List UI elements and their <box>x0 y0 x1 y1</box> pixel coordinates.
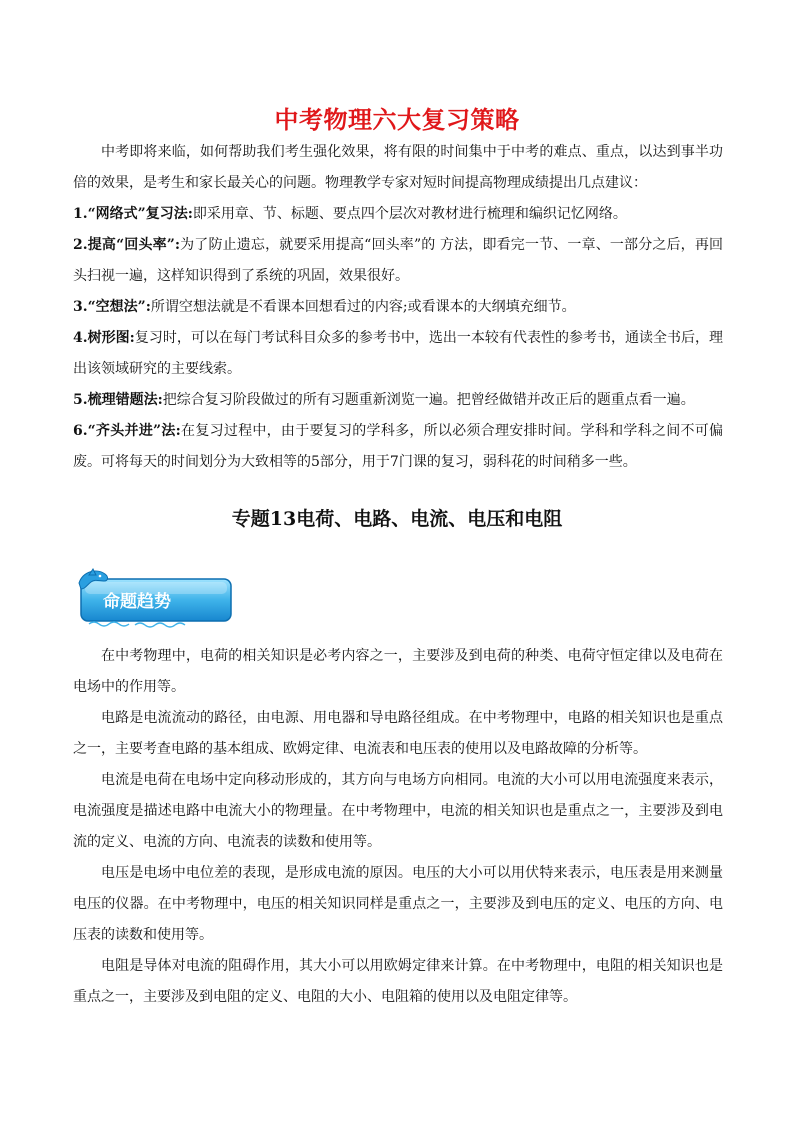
strategy-item <box>73 199 723 230</box>
strategy-label: 2.提高“回头率”: <box>73 237 180 253</box>
strategy-label: 5.梳理错题法: <box>73 392 163 408</box>
strategy-label: 1.“网络式”复习法: <box>73 206 193 222</box>
intro-paragraph: 中考即将来临，如何帮助我们考生强化效果，将有限的时间集中于中考的难点、重点，以达到事半功倍的效果，是考生和家长最关心的问题。物理教学专家对短时间提高物理成绩提出几点建议： <box>73 144 723 191</box>
strategy-label: 3.“空想法”: <box>73 299 151 315</box>
intro-section <box>73 137 723 199</box>
strategy-item <box>73 323 723 385</box>
strategy-list <box>73 199 723 478</box>
trend-paragraph: 在中考物理中，电荷的相关知识是必考内容之一，主要涉及到电荷的种类、电荷守恒定律以及电荷在电场中的作用等。 <box>73 648 723 695</box>
strategy-item <box>73 416 723 478</box>
strategy-text: 为了防止遗忘，就要采用提高“回头率”的 方法，即看完一节、一章、一部分之后，再回头扫视一遍，这样知识得到了系统的巩固，效果很好。 <box>73 237 723 284</box>
strategy-text: 所谓空想法就是不看课本回想看过的内容;或看课本的大纲填充细节。 <box>150 299 576 315</box>
strategy-text: 在复习过程中，由于要复习的学科多，所以必须合理安排时间。学科和学科之间不可偏废。可将每天的时间划分为大致相等的5部分，用于7门课的复习，弱科花的时间稍多一些。 <box>73 423 724 470</box>
page-title: 中考物理六大复习策略 <box>274 106 520 134</box>
section-badge <box>75 567 237 629</box>
strategy-text: 复习时，可以在每门考试科目众多的参考书中，选出一本较有代表性的参考书，通读全书后，理出该领域研究的主要线索。 <box>73 330 723 377</box>
strategy-text: 即采用章、节、标题、要点四个层次对教材进行梳理和编织记忆网络。 <box>192 206 627 222</box>
trend-paragraph: 电压是电场中电位差的表现，是形成电流的原因。电压的大小可以用伏特来表示，电压表是用来测量电压的仪器。在中考物理中，电压的相关知识同样是重点之一，主要涉及到电压的定义、电压的方向、电压表的读数和使用等。 <box>73 865 723 943</box>
trend-paragraph: 电流是电荷在电场中定向移动形成的，其方向与电场方向相同。电流的大小可以用电流强度来表示，电流强度是描述电路中电流大小的物理量。在中考物理中，电流的相关知识也是重点之一，主要涉及到电流的定义、电流的方向、电流表的读数和使用等。 <box>73 772 723 850</box>
topic-subtitle: 专题13电荷、电路、电流、电压和电阻 <box>231 508 563 530</box>
strategy-label: 4.树形图: <box>73 330 135 346</box>
strategy-item <box>73 292 723 323</box>
trend-paragraph: 电阻是导体对电流的阻碍作用，其大小可以用欧姆定律来计算。在中考物理中，电阻的相关知识也是重点之一，主要涉及到电阻的定义、电阻的大小、电阻箱的使用以及电阻定律等。 <box>73 958 723 1005</box>
strategy-text: 把综合复习阶段做过的所有习题重新浏览一遍。把曾经做错并改正后的题重点看一遍。 <box>162 392 695 408</box>
strategy-item <box>73 230 723 292</box>
badge-label: 命题趋势 <box>103 592 171 612</box>
trend-paragraph: 电路是电流流动的路径，由电源、用电器和导电路径组成。在中考物理中，电路的相关知识也是重点之一，主要考查电路的基本组成、欧姆定律、电流表和电压表的使用以及电路故障的分析等。 <box>73 710 723 757</box>
strategy-item <box>73 385 723 416</box>
trend-section <box>73 641 723 1013</box>
strategy-label: 6.“齐头并进”法: <box>73 423 181 439</box>
